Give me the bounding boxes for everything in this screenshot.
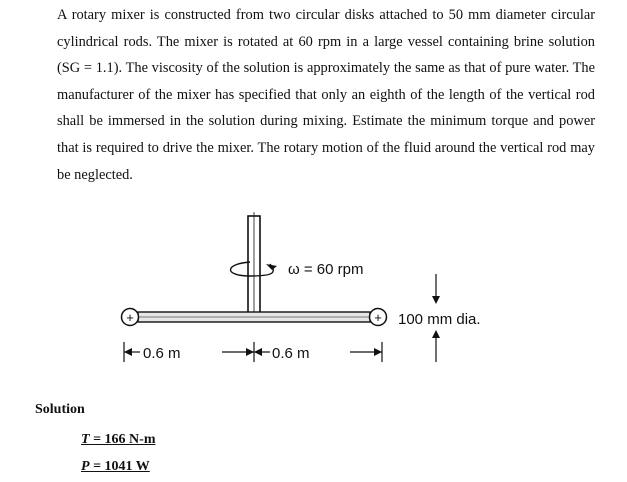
dim-arrowhead-3-icon <box>254 348 262 356</box>
left-disk-symbol: + <box>126 310 134 325</box>
dim-arrowhead-1-icon <box>124 348 132 356</box>
dim-arrowhead-4-icon <box>374 348 382 356</box>
mixer-figure <box>100 212 540 372</box>
torque-answer <box>81 432 155 448</box>
torque-variable: T <box>81 432 90 447</box>
problem-text: A rotary mixer is constructed from two circular disks attached to 50 mm diameter circular cylindrical rods. The mixer is rotated at 60 rpm in a large vessel containing brine solution (SG = 1.1). The viscosity of the solution is approximately the same as that of pure water. The manufacturer of the mixer has specified that only an eighth of the length of the vertical rod shall be immersed in the solution during mixing. Estimate the minimum torque and power that is required to drive the mixer. The rotary motion of the fluid around the vertical rod may be neglected. <box>57 7 595 183</box>
rotation-arrowhead-icon <box>266 264 277 270</box>
solution-heading: Solution <box>35 402 85 417</box>
diameter-label: 100 mm dia. <box>398 311 481 328</box>
diameter-arrowhead-top-icon <box>432 296 440 304</box>
left-length-label: 0.6 m <box>143 345 181 362</box>
power-value: = 1041 W <box>89 459 150 474</box>
diameter-arrowhead-bottom-icon <box>432 330 440 338</box>
torque-value: = 166 N-m <box>89 432 156 447</box>
right-length-label: 0.6 m <box>272 345 310 362</box>
omega-label: ω = 60 rpm <box>288 261 364 278</box>
power-variable: P <box>81 459 90 474</box>
dim-arrowhead-2-icon <box>246 348 254 356</box>
power-answer <box>81 459 150 475</box>
problem-statement <box>57 2 595 188</box>
right-disk-symbol: + <box>374 310 382 325</box>
